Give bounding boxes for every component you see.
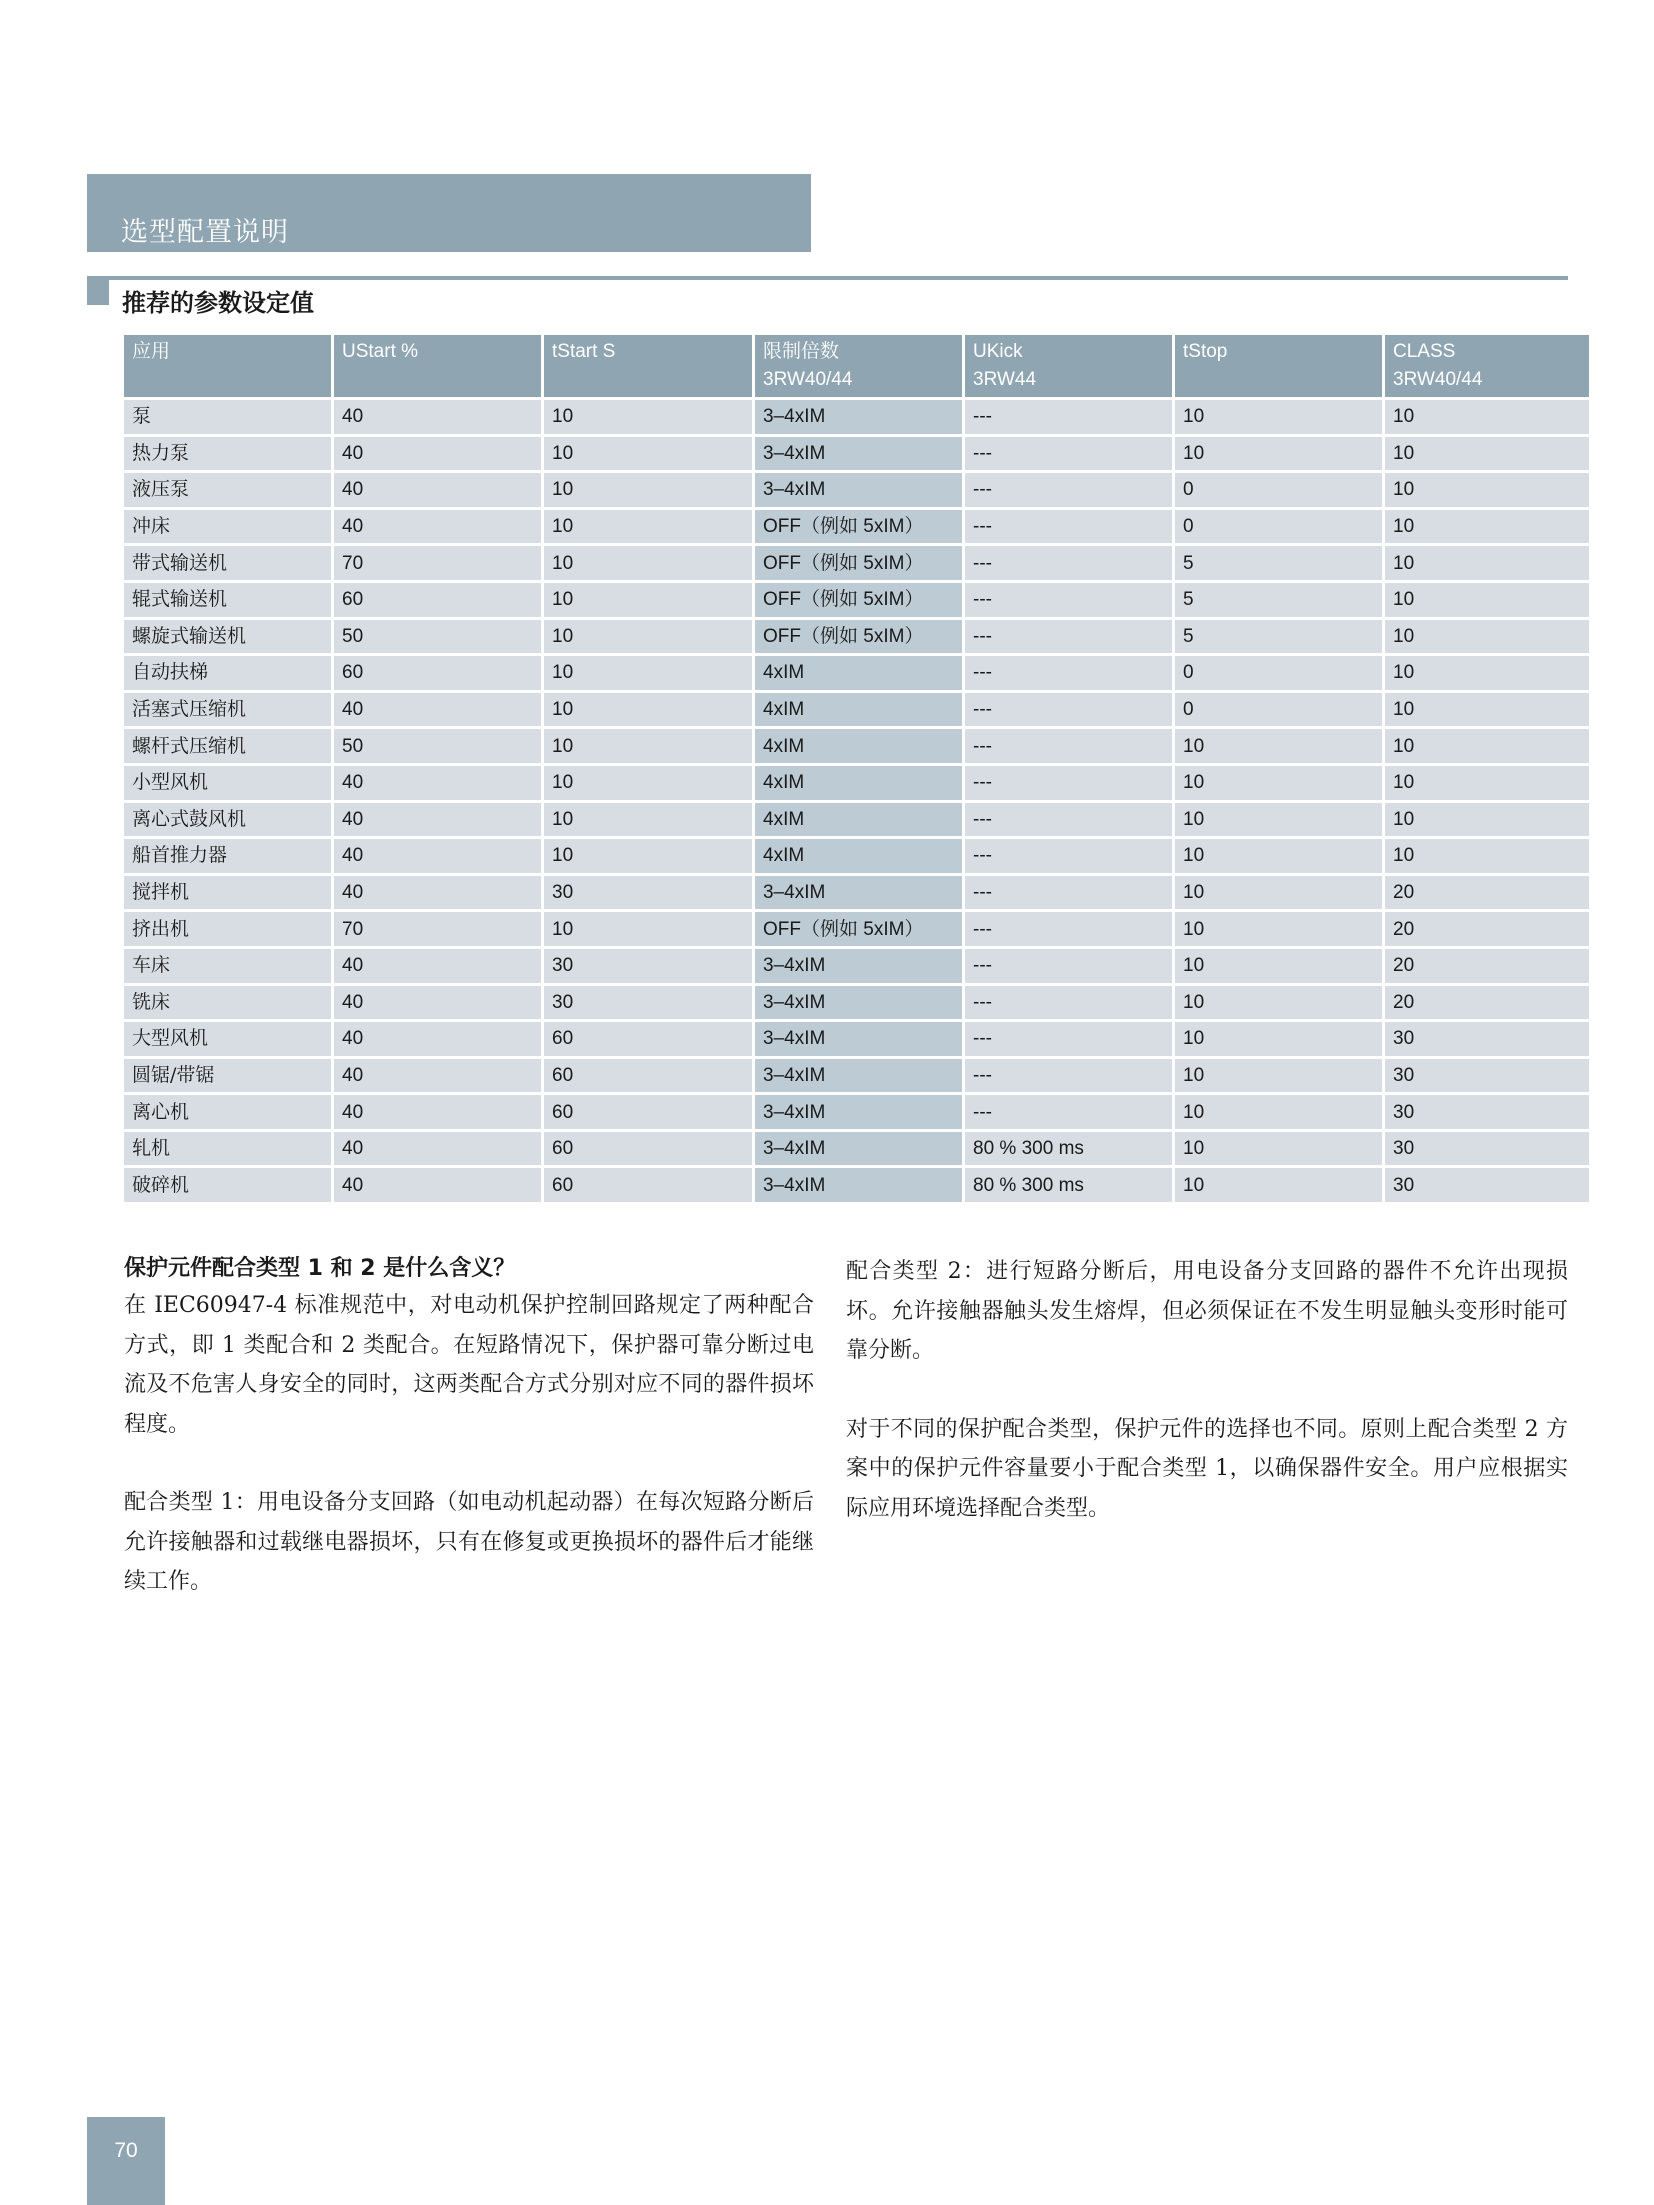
- table-cell: 10: [544, 437, 752, 471]
- table-cell: 5: [1175, 546, 1382, 580]
- table-row: [124, 839, 1589, 873]
- table-cell: 10: [1175, 1059, 1382, 1093]
- table-cell: ---: [965, 510, 1172, 544]
- table-cell: 30: [1385, 1168, 1589, 1202]
- table-row: [124, 620, 1589, 654]
- table-cell: 辊式输送机: [124, 583, 331, 617]
- table-cell: 50: [334, 729, 541, 763]
- table-row: [124, 729, 1589, 763]
- section-title: 选型配置说明: [121, 217, 289, 248]
- table-cell: 船首推力器: [124, 839, 331, 873]
- table-cell: 铣床: [124, 986, 331, 1020]
- table-cell: 80 % 300 ms: [965, 1132, 1172, 1166]
- table-row: [124, 437, 1589, 471]
- table-cell: ---: [965, 400, 1172, 434]
- table-cell: 3–4xIM: [755, 949, 962, 983]
- table-cell: 10: [1175, 766, 1382, 800]
- header-ustart: [334, 335, 541, 397]
- table-cell: 40: [334, 400, 541, 434]
- table-cell: 10: [1385, 583, 1589, 617]
- table-cell: 0: [1175, 656, 1382, 690]
- table-cell: ---: [965, 693, 1172, 727]
- table-cell: 冲床: [124, 510, 331, 544]
- table-cell: 40: [334, 1022, 541, 1056]
- table-row: [124, 583, 1589, 617]
- table-cell: 10: [544, 583, 752, 617]
- table-cell: 30: [544, 949, 752, 983]
- table-cell: 4xIM: [755, 656, 962, 690]
- table-cell: 40: [334, 1095, 541, 1129]
- table-cell: 10: [544, 510, 752, 544]
- table-row: [124, 1095, 1589, 1129]
- header-subline: 3RW40/44: [1393, 369, 1483, 390]
- page-number: 70: [114, 2139, 138, 2162]
- table-cell: 0: [1175, 693, 1382, 727]
- table-cell: 4xIM: [755, 693, 962, 727]
- header-tstop: [1175, 335, 1382, 397]
- table-row: [124, 473, 1589, 507]
- table-header-row: [124, 335, 1589, 397]
- table-cell: 4xIM: [755, 729, 962, 763]
- table-row: [124, 766, 1589, 800]
- table-cell: 20: [1385, 986, 1589, 1020]
- table-cell: 轧机: [124, 1132, 331, 1166]
- table-cell: 40: [334, 1059, 541, 1093]
- table-cell: 20: [1385, 949, 1589, 983]
- table-cell: ---: [965, 546, 1172, 580]
- table-cell: 10: [544, 693, 752, 727]
- table-body: [124, 400, 1589, 1202]
- table-cell: 30: [1385, 1132, 1589, 1166]
- header-line: UStart %: [342, 341, 419, 362]
- subheader-marker: [87, 280, 109, 305]
- table-row: [124, 912, 1589, 946]
- table-cell: 30: [1385, 1022, 1589, 1056]
- table-cell: 60: [544, 1022, 752, 1056]
- table-cell: 10: [1385, 546, 1589, 580]
- table-cell: 10: [1175, 1168, 1382, 1202]
- table-cell: 3–4xIM: [755, 1168, 962, 1202]
- table-cell: 热力泵: [124, 437, 331, 471]
- table-cell: 10: [1385, 766, 1589, 800]
- header-line: 应用: [132, 341, 171, 362]
- table-cell: 大型风机: [124, 1022, 331, 1056]
- table-cell: 40: [334, 1132, 541, 1166]
- table-cell: 3–4xIM: [755, 1132, 962, 1166]
- table-cell: 50: [334, 620, 541, 654]
- table-cell: 3–4xIM: [755, 1095, 962, 1129]
- table-cell: 10: [1175, 803, 1382, 837]
- table-cell: 0: [1175, 510, 1382, 544]
- paragraph-type-2: 配合类型 2：进行短路分断后，用电设备分支回路的器件不允许出现损坏。允许接触器触头发生熔焊，但必须保证在不发生明显触头变形时能可靠分断。: [846, 1259, 1568, 1363]
- table-cell: 10: [544, 400, 752, 434]
- table-cell: 40: [334, 510, 541, 544]
- table-cell: 10: [1385, 473, 1589, 507]
- paragraph-selection: 对于不同的保护配合类型，保护元件的选择也不同。原则上配合类型 2 方案中的保护元件容量要小于配合类型 1，以确保器件安全。用户应根据实际应用环境选择配合类型。: [846, 1416, 1568, 1521]
- table-cell: 3–4xIM: [755, 473, 962, 507]
- table-cell: ---: [965, 876, 1172, 910]
- table-cell: 10: [1385, 400, 1589, 434]
- table-cell: ---: [965, 912, 1172, 946]
- table-cell: 10: [1175, 839, 1382, 873]
- table-cell: 液压泵: [124, 473, 331, 507]
- table-cell: 10: [1175, 1132, 1382, 1166]
- table-row: [124, 1132, 1589, 1166]
- table-cell: 10: [544, 546, 752, 580]
- table-row: [124, 656, 1589, 690]
- subheader-title: 推荐的参数设定值: [122, 289, 314, 317]
- table-cell: 40: [334, 986, 541, 1020]
- table-cell: OFF（例如 5xIM）: [755, 620, 962, 654]
- table-cell: 离心式鼓风机: [124, 803, 331, 837]
- paragraph-type-1: 配合类型 1：用电设备分支回路（如电动机起动器）在每次短路分断后允许接触器和过载继电器损坏，只有在修复或更换损坏的器件后才能继续工作。: [124, 1490, 814, 1594]
- table-cell: 70: [334, 912, 541, 946]
- table-cell: ---: [965, 1095, 1172, 1129]
- table-cell: ---: [965, 803, 1172, 837]
- table-cell: 40: [334, 876, 541, 910]
- table-row: [124, 1022, 1589, 1056]
- table-cell: 3–4xIM: [755, 986, 962, 1020]
- table-cell: 10: [544, 839, 752, 873]
- table-cell: 挤出机: [124, 912, 331, 946]
- header-ukick: [965, 335, 1172, 397]
- table-cell: 10: [1385, 656, 1589, 690]
- table-cell: 10: [1385, 839, 1589, 873]
- table-cell: 10: [1385, 729, 1589, 763]
- table-cell: 10: [1175, 400, 1382, 434]
- table-cell: ---: [965, 986, 1172, 1020]
- table-cell: 10: [544, 473, 752, 507]
- table-cell: 3–4xIM: [755, 876, 962, 910]
- table-cell: 10: [544, 803, 752, 837]
- table-cell: 0: [1175, 473, 1382, 507]
- table-cell: 10: [544, 912, 752, 946]
- table-cell: 5: [1175, 583, 1382, 617]
- table-cell: ---: [965, 620, 1172, 654]
- table-cell: ---: [965, 949, 1172, 983]
- table-cell: ---: [965, 1059, 1172, 1093]
- header-subline: 3RW40/44: [763, 369, 853, 390]
- header-line: UKick: [973, 341, 1023, 362]
- table-cell: 10: [1385, 437, 1589, 471]
- table-cell: 10: [1175, 1095, 1382, 1129]
- table-cell: 10: [1175, 986, 1382, 1020]
- header-line: CLASS: [1393, 341, 1456, 362]
- parameter-table: [121, 332, 1592, 1205]
- header-rule: [87, 276, 1568, 280]
- header-line: tStop: [1183, 341, 1228, 362]
- table-cell: 圆锯/带锯: [124, 1059, 331, 1093]
- paragraph-iec-standard: 在 IEC60947-4 标准规范中，对电动机保护控制回路规定了两种配合方式，即 1 类配合和 2 类配合。在短路情况下，保护器可靠分断过电流及不危害人身安全的同时，这两类配合方式分别对应不同的器件损坏程度。: [124, 1293, 814, 1437]
- table-cell: 20: [1385, 876, 1589, 910]
- table-cell: 30: [544, 986, 752, 1020]
- table-cell: 40: [334, 1168, 541, 1202]
- table-cell: 40: [334, 803, 541, 837]
- table-cell: 3–4xIM: [755, 400, 962, 434]
- table-cell: 30: [1385, 1095, 1589, 1129]
- page-number-box: [87, 2117, 165, 2205]
- table-cell: 10: [1175, 729, 1382, 763]
- header-subline: 3RW44: [973, 369, 1037, 390]
- table-cell: 10: [1385, 693, 1589, 727]
- table-cell: 30: [1385, 1059, 1589, 1093]
- table-row: [124, 986, 1589, 1020]
- header-line: tStart S: [552, 341, 616, 362]
- table-cell: 70: [334, 546, 541, 580]
- table-cell: 10: [1385, 803, 1589, 837]
- table-cell: 3–4xIM: [755, 437, 962, 471]
- table-cell: 40: [334, 839, 541, 873]
- table-cell: 4xIM: [755, 766, 962, 800]
- table-cell: 80 % 300 ms: [965, 1168, 1172, 1202]
- table-cell: 离心机: [124, 1095, 331, 1129]
- table-cell: ---: [965, 437, 1172, 471]
- table-cell: 车床: [124, 949, 331, 983]
- table-cell: 40: [334, 949, 541, 983]
- table-cell: 4xIM: [755, 839, 962, 873]
- table-cell: OFF（例如 5xIM）: [755, 510, 962, 544]
- table-cell: ---: [965, 473, 1172, 507]
- table-row: [124, 510, 1589, 544]
- table-cell: 40: [334, 437, 541, 471]
- table-cell: 60: [544, 1132, 752, 1166]
- table-cell: 60: [334, 583, 541, 617]
- header-tstart: [544, 335, 752, 397]
- table-cell: 60: [544, 1168, 752, 1202]
- table-cell: ---: [965, 583, 1172, 617]
- table-cell: 30: [544, 876, 752, 910]
- table-cell: 10: [544, 766, 752, 800]
- table-cell: 5: [1175, 620, 1382, 654]
- table-cell: 10: [544, 620, 752, 654]
- table-cell: 60: [544, 1095, 752, 1129]
- table-cell: 活塞式压缩机: [124, 693, 331, 727]
- table-cell: 3–4xIM: [755, 1022, 962, 1056]
- table-cell: ---: [965, 656, 1172, 690]
- table-cell: OFF（例如 5xIM）: [755, 546, 962, 580]
- table-row: [124, 876, 1589, 910]
- table-cell: ---: [965, 729, 1172, 763]
- table-cell: 20: [1385, 912, 1589, 946]
- table-cell: 自动扶梯: [124, 656, 331, 690]
- table-cell: 小型风机: [124, 766, 331, 800]
- table-cell: 10: [1175, 949, 1382, 983]
- table-cell: 10: [1175, 876, 1382, 910]
- table-row: [124, 693, 1589, 727]
- table-cell: 60: [334, 656, 541, 690]
- table-cell: 10: [1175, 912, 1382, 946]
- table-row: [124, 803, 1589, 837]
- table-cell: 10: [1385, 620, 1589, 654]
- table-cell: 10: [544, 729, 752, 763]
- table-cell: 10: [1385, 510, 1589, 544]
- table-cell: 10: [1175, 1022, 1382, 1056]
- table-cell: 螺杆式压缩机: [124, 729, 331, 763]
- table-row: [124, 546, 1589, 580]
- table-cell: 10: [544, 656, 752, 690]
- table-cell: 破碎机: [124, 1168, 331, 1202]
- table-cell: 10: [1175, 437, 1382, 471]
- table-cell: 泵: [124, 400, 331, 434]
- table-cell: 螺旋式输送机: [124, 620, 331, 654]
- table-row: [124, 400, 1589, 434]
- table-cell: ---: [965, 766, 1172, 800]
- table-cell: 4xIM: [755, 803, 962, 837]
- header-application: [124, 335, 331, 397]
- table-cell: 40: [334, 473, 541, 507]
- text-column-right: [846, 1252, 1568, 1528]
- question-heading: 保护元件配合类型 1 和 2 是什么含义？: [124, 1256, 516, 1281]
- header-current-limit: [755, 335, 962, 397]
- header-line: 限制倍数: [763, 341, 840, 362]
- table-cell: ---: [965, 839, 1172, 873]
- table-row: [124, 1059, 1589, 1093]
- table-row: [124, 1168, 1589, 1202]
- table-cell: OFF（例如 5xIM）: [755, 912, 962, 946]
- table-cell: OFF（例如 5xIM）: [755, 583, 962, 617]
- table-cell: ---: [965, 1022, 1172, 1056]
- table-row: [124, 949, 1589, 983]
- table-cell: 带式输送机: [124, 546, 331, 580]
- table-cell: 3–4xIM: [755, 1059, 962, 1093]
- table-cell: 40: [334, 766, 541, 800]
- header-class: [1385, 335, 1589, 397]
- table-cell: 60: [544, 1059, 752, 1093]
- text-column-left: [124, 1252, 814, 1602]
- section-banner: [87, 174, 811, 252]
- table-cell: 搅拌机: [124, 876, 331, 910]
- table-cell: 40: [334, 693, 541, 727]
